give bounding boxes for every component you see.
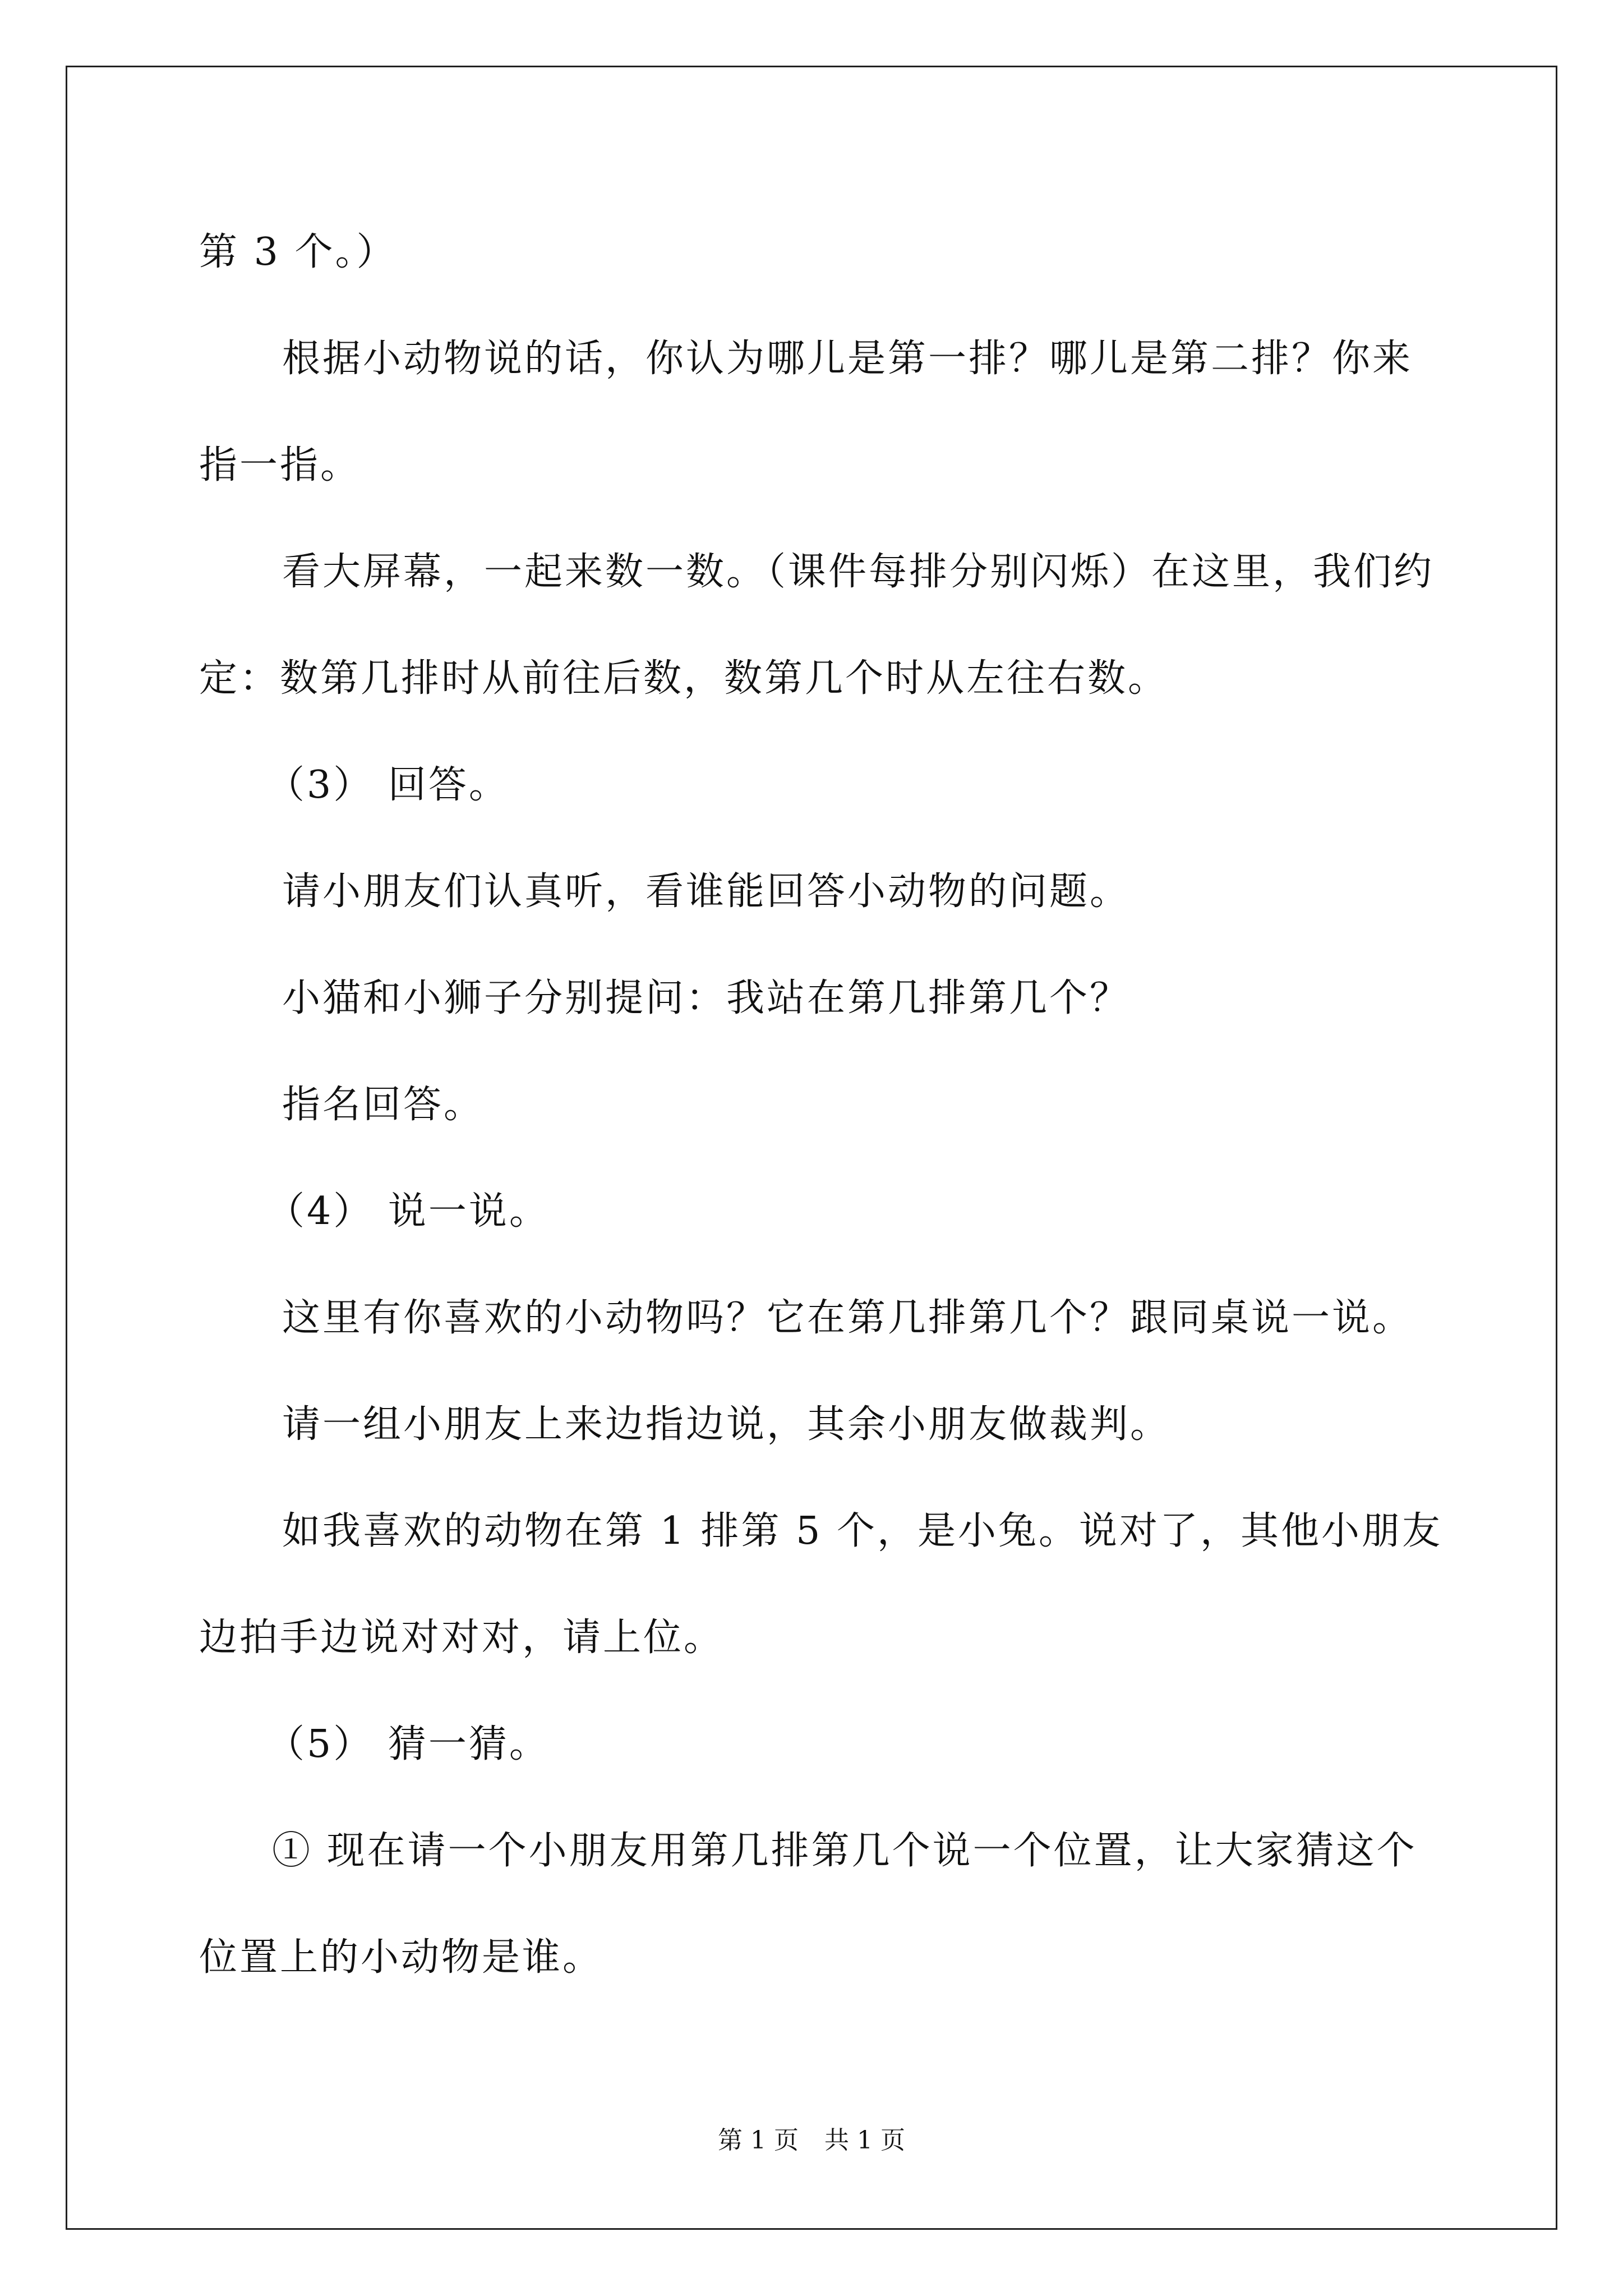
section-heading: （3） 回答。 <box>266 763 509 807</box>
page-total: 共 1 页 <box>824 2126 905 2155</box>
paragraph-line: ① 现在请一个小朋友用第几排第几个说一个位置，让大家猜这个 <box>272 1829 1417 1873</box>
paragraph-line: 位置上的小动物是谁。 <box>199 1935 603 1980</box>
paragraph-line: 这里有你喜欢的小动物吗？它在第几排第几个？跟同桌说一说。 <box>282 1296 1413 1340</box>
paragraph-line: 第 3 个。） <box>199 230 397 274</box>
page-border <box>66 66 1557 2230</box>
paragraph-line: 定：数第几排时从前往后数，数第几个时从左往右数。 <box>199 656 1169 701</box>
page-footer <box>0 2126 1623 2155</box>
section-heading: （4） 说一说。 <box>266 1189 550 1234</box>
page-number: 第 1 页 <box>718 2126 799 2155</box>
paragraph-line: 边拍手边说对对对，请上位。 <box>199 1616 725 1660</box>
section-heading: （5） 猜一猜。 <box>266 1722 550 1766</box>
paragraph-line: 请小朋友们认真听，看谁能回答小动物的问题。 <box>282 869 1131 914</box>
paragraph-line: 小猫和小狮子分别提问：我站在第几排第几个？ <box>282 976 1131 1020</box>
paragraph-line: 根据小动物说的话，你认为哪儿是第一排？哪儿是第二排？你来 <box>282 337 1413 381</box>
paragraph-line: 如我喜欢的动物在第 1 排第 5 个，是小兔。说对了，其他小朋友 <box>282 1509 1442 1553</box>
paragraph-line: 指名回答。 <box>282 1083 485 1127</box>
paragraph-line: 请一组小朋友上来边指边说，其余小朋友做裁判。 <box>282 1402 1171 1447</box>
paragraph-line: 指一指。 <box>199 443 361 487</box>
paragraph-line: 看大屏幕，一起来数一数。（课件每排分别闪烁）在这里，我们约 <box>282 550 1435 594</box>
